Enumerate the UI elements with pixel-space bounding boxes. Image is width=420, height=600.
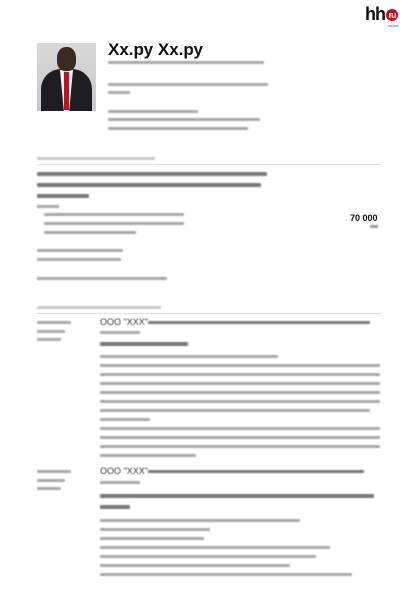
contact-line (108, 83, 268, 86)
duty-line (100, 373, 380, 376)
experience-period (37, 321, 71, 324)
logo-dot: ru (386, 9, 398, 21)
company-name-line (148, 470, 364, 473)
salary-currency (370, 225, 378, 228)
duty-line (100, 519, 300, 522)
contact-line (108, 91, 130, 94)
section-heading-experience (37, 306, 161, 309)
job-position-line (100, 505, 130, 509)
section-divider (37, 313, 382, 314)
company-location (100, 331, 140, 334)
duty-line (100, 400, 380, 403)
logo-text: hh (365, 4, 385, 24)
travel-time-line (37, 277, 167, 280)
duty-line (100, 382, 380, 385)
position-title-line (37, 183, 261, 187)
duty-line (100, 409, 370, 412)
duty-line (100, 546, 330, 549)
experience-duration (37, 487, 61, 490)
job-position-line (100, 342, 188, 346)
schedule-line (37, 258, 121, 261)
duty-line (100, 436, 380, 439)
specialization-item (44, 231, 136, 234)
candidate-info-line (108, 61, 264, 64)
job-position-line (100, 494, 374, 498)
contact-line (108, 118, 260, 121)
specialization-item (44, 213, 184, 216)
duty-line (100, 454, 196, 457)
section-divider (37, 164, 382, 165)
experience-period (37, 470, 71, 473)
duty-line (100, 391, 380, 394)
duty-line (100, 564, 290, 567)
contact-line (108, 110, 198, 113)
person-photo-icon (37, 43, 96, 111)
duty-line (100, 555, 316, 558)
duty-line (100, 445, 380, 448)
duty-line (100, 418, 150, 421)
experience-period (37, 330, 65, 333)
employment-line (37, 249, 123, 252)
company-name: ООО "ХХХ" (100, 317, 148, 327)
company-location (100, 481, 140, 484)
hh-logo[interactable] (365, 4, 398, 28)
contact-line (108, 127, 248, 130)
duty-line (100, 528, 210, 531)
position-title-line (37, 194, 89, 198)
position-title-line (37, 172, 267, 176)
company-name: ООО "ХХХ" (100, 466, 148, 476)
duty-line (100, 364, 380, 367)
section-heading-position (37, 157, 155, 160)
salary-amount: 70 000 (350, 213, 378, 223)
company-name-line (148, 321, 370, 324)
specialization-label (37, 205, 59, 208)
specialization-item (44, 222, 184, 225)
duty-line (100, 537, 204, 540)
duty-line (100, 573, 352, 576)
duty-line (100, 355, 278, 358)
duty-line (100, 427, 380, 430)
experience-duration (37, 338, 61, 341)
candidate-name: Хх.ру Хх.ру (108, 40, 203, 59)
logo-subtitle: headhunter (387, 23, 398, 28)
experience-period (37, 479, 65, 482)
